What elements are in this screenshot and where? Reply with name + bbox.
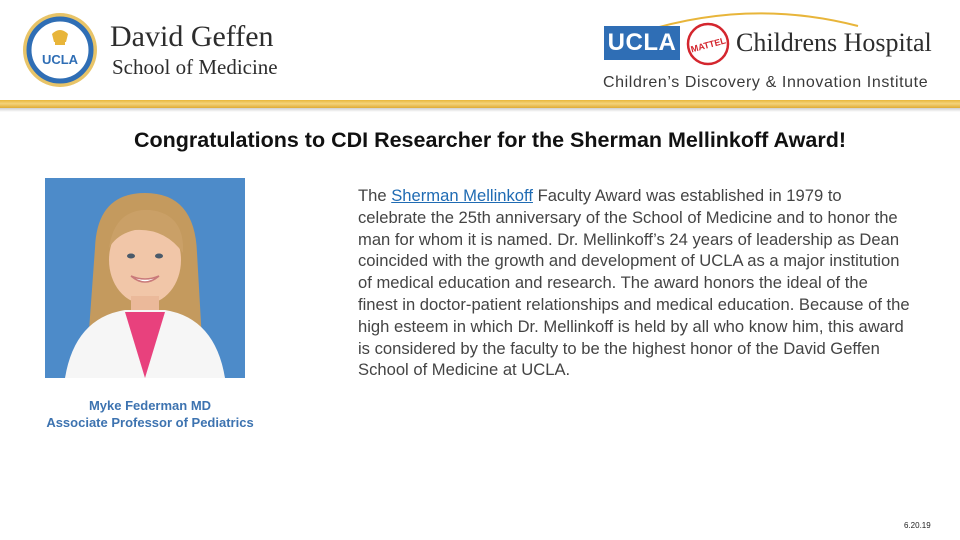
hospital-name: Childrens Hospital (736, 28, 932, 57)
article-prefix: The (358, 186, 392, 205)
header (0, 0, 960, 104)
portrait-photo (45, 178, 245, 378)
school-name-line1: David Geffen (110, 20, 274, 53)
sherman-mellinkoff-link[interactable]: Sherman Mellinkoff (391, 186, 533, 205)
profile-caption (20, 398, 280, 431)
mattel-logo (686, 22, 730, 66)
article-text: Faculty Award was established in 1979 to celebrate the 25th anniversary of the School of Medicine and to honor the man for whom it is named. Dr. Mellinkoff’s 24 years of leadership as Dean coincided with the growth and development of UCLA as a major institution of medical education and research. The award honors the ideal of the finest in doctor-patient relationships and medical education. Because of the high esteem in which Dr. Mellinkoff is held by all who know him, this award is considered by the faculty to be the highest honor of the David Geffen School of Medicine at UCLA. (358, 186, 910, 380)
school-name-line2: School of Medicine (112, 55, 278, 79)
profile-name: Myke Federman MD (88, 398, 212, 413)
header-divider-shadow (0, 108, 960, 112)
page-title: Congratulations to CDI Researcher for the Sherman Mellinkoff Award! (134, 128, 846, 152)
mattel-text: MATTEL (689, 35, 727, 55)
article-body (358, 185, 910, 381)
ucla-wordmark: UCLA (604, 26, 680, 60)
slide-date: 6.20.19 (904, 521, 931, 530)
ucla-seal-logo (22, 12, 98, 88)
seal-text: UCLA (41, 52, 79, 67)
portrait-illustration (45, 178, 245, 378)
header-gold-bar (0, 100, 960, 108)
institute-name: Children’s Discovery & Innovation Institute (603, 74, 929, 91)
profile-role: Associate Professor of Pediatrics (46, 414, 254, 430)
